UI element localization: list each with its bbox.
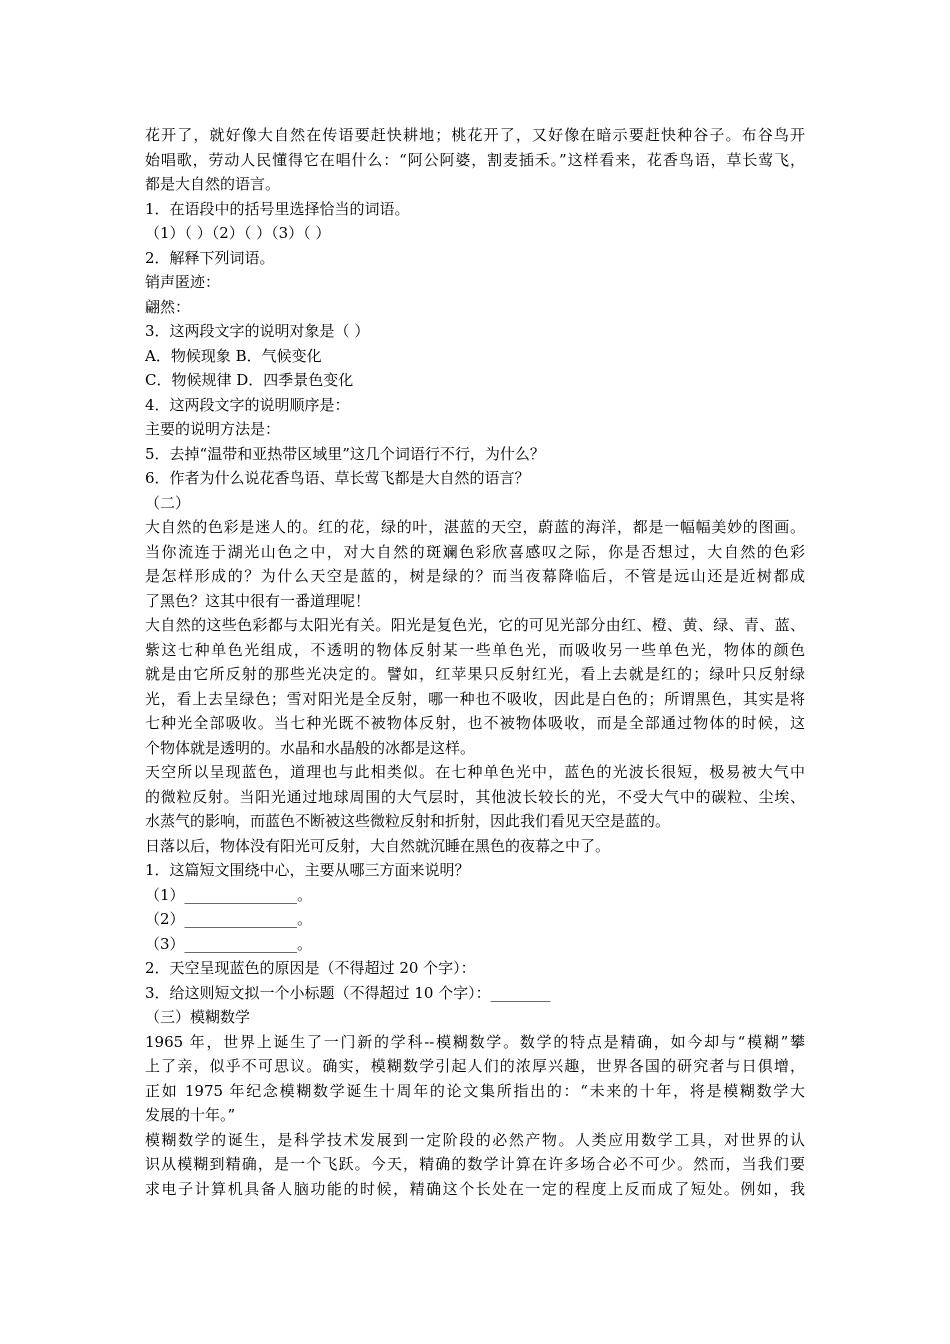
text-line: 当你流连于湖光山色之中，对大自然的斑斓色彩欣喜感叹之际，你是否想过，大自然的色彩 (145, 542, 805, 561)
text-line: 3．这两段文字的说明对象是（ ） (145, 322, 370, 340)
text-line: 花开了，就好像大自然在传语要赶快耕地；桃花开了，又好像在暗示要赶快种谷子。布谷鸟开 (145, 126, 805, 144)
text-line: 模糊数学的诞生，是科学技术发展到一定阶段的必然产物。人类应用数学工具，对世界的认 (145, 1130, 805, 1149)
text-line: 识从模糊到精确，是一个飞跃。今天，精确的数学计算在许多场合必不可少。然而，当我们要 (145, 1155, 805, 1173)
text-line: （1）（ ）（2）（ ）（3）（ ） (145, 224, 331, 242)
text-line: 6．作者为什么说花香鸟语、草长莺飞都是大自然的语言？ (145, 469, 530, 487)
text-line: 主要的说明方法是： (145, 420, 281, 438)
text-line: 正如 1975 年纪念模糊数学诞生十周年的论文集所指出的：“未来的十年，将是模糊数学大 (145, 1081, 805, 1100)
text-line: 水蒸气的影响，而蓝色不断被这些微粒反射和折射，因此我们看见天空是蓝的。 (145, 812, 671, 830)
text-line: 紫这七种单色光组成，不透明的物体反射某一些单色光，而吸收另一些单色光，物体的颜色 (145, 640, 805, 659)
text-line: 始唱歌，劳动人民懂得它在唱什么：“阿公阿婆，割麦插禾。”这样看来，花香鸟语，草长莺飞， (145, 150, 805, 169)
text-line: 发展的十年。” (145, 1106, 236, 1124)
text-line: 大自然的这些色彩都与太阳光有关。阳光是复色光，它的可见光部分由红、橙、黄、绿、青、蓝、 (145, 616, 805, 634)
text-line: 3．给这则短文拟一个小标题（不得超过 10 个字）：________ (145, 983, 551, 1002)
text-line: 1．这篇短文围绕中心，主要从哪三方面来说明？ (145, 861, 470, 879)
text-line: 日落以后，物体没有阳光可反射，大自然就沉睡在黑色的夜幕之中了。 (145, 836, 611, 855)
text-line: 就是由它所反射的那些光决定的。譬如，红苹果只反射红光，看上去就是红的；绿叶只反射绿 (145, 665, 805, 683)
text-line: 个物体就是透明的。水晶和水晶般的冰都是这样。 (145, 738, 476, 757)
text-line: 光，看上去呈绿色；雪对阳光是全反射，哪一种也不吸收，因此是白色的；所谓黑色，其实是将 (145, 689, 805, 708)
text-line: 大自然的色彩是迷人的。红的花，绿的叶，湛蓝的天空，蔚蓝的海洋，都是一幅幅美妙的图画。 (145, 518, 805, 536)
text-line: 上了亲，似乎不可思议。确实，模糊数学引起人们的浓厚兴趣，世界各国的研究者与日俱增， (145, 1057, 805, 1075)
text-line: （3）_______________。 (145, 934, 313, 953)
text-line: 求电子计算机具备人脑功能的时候，精确这个长处在一定的程度上反而成了短处。例如，我 (145, 1179, 805, 1198)
text-line: 翩然： (145, 297, 191, 316)
text-line: 都是大自然的语言。 (145, 175, 281, 193)
text-line: 天空所以呈现蓝色，道理也与此相类似。在七种单色光中，蓝色的光波长很短，极易被大气中 (145, 763, 805, 781)
document-page (145, 123, 805, 1201)
text-line: 是怎样形成的？为什么天空是蓝的，树是绿的？而当夜幕降临后，不管是远山还是近树都成 (145, 567, 805, 585)
text-line: A．物候现象 B．气候变化 (145, 346, 322, 365)
text-line: （二） (145, 493, 191, 512)
text-line: C．物候规律 D．四季景色变化 (145, 371, 354, 389)
text-line: 1．在语段中的括号里选择恰当的词语。 (145, 199, 410, 218)
text-line: （1）_______________。 (145, 885, 313, 904)
text-line: 销声匿迹： (145, 273, 221, 291)
text-line: （2）_______________。 (145, 910, 313, 928)
text-line: 2．解释下列词语。 (145, 248, 275, 267)
text-line: 了黑色？这其中很有一番道理呢！ (145, 591, 371, 610)
text-line: 的微粒反射。当阳光通过地球周围的大气层时，其他波长较长的光，不受大气中的碳粒、尘埃、 (145, 787, 805, 806)
text-line: 1965 年，世界上诞生了一门新的学科--模糊数学。数学的特点是精确，如今却与“模糊”攀 (145, 1032, 805, 1051)
text-line: （三）模糊数学 (145, 1008, 251, 1026)
text-line: 2．天空呈现蓝色的原因是（不得超过 20 个字）： (145, 959, 476, 977)
text-line: 5．去掉“温带和亚热带区域里”这几个词语行不行，为什么？ (145, 444, 545, 463)
text-line: 七种光全部吸收。当七种光既不被物体反射，也不被物体吸收，而是全部通过物体的时候，这 (145, 714, 805, 732)
text-line: 4．这两段文字的说明顺序是： (145, 395, 350, 414)
